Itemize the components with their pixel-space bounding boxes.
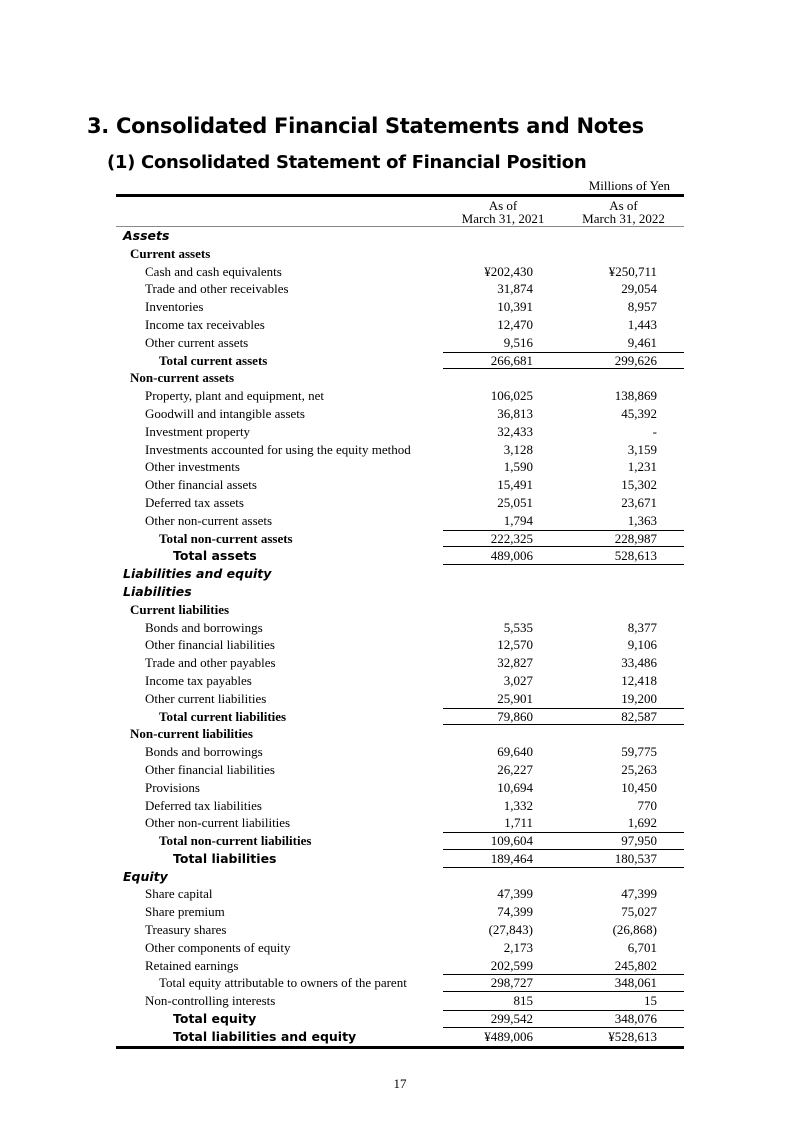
table-row: [116, 601, 684, 619]
value-2022: 348,076: [614, 1011, 657, 1027]
value-2021: 3,027: [503, 672, 533, 688]
table-row: [116, 761, 684, 779]
row-label: Bonds and borrowings: [145, 619, 263, 635]
value-2021: 299,542: [490, 1011, 533, 1027]
table-row: [116, 387, 684, 405]
value-2022: 29,054: [621, 281, 657, 297]
value-2022: 47,399: [621, 886, 657, 902]
row-label: Income tax payables: [145, 672, 252, 688]
row-label: Other current assets: [145, 334, 249, 350]
row-label: Liabilities and equity: [123, 566, 272, 582]
table-row: [116, 263, 684, 281]
value-2022: 1,443: [627, 316, 657, 332]
table-row: [116, 743, 684, 761]
value-2022: 23,671: [621, 494, 657, 510]
row-label: Non-controlling interests: [145, 993, 276, 1009]
table-row: [116, 1010, 684, 1028]
value-2022: 25,263: [621, 761, 657, 777]
column-header-line: March 31, 2021: [461, 211, 545, 226]
table-row: [116, 530, 684, 548]
table-row: [116, 957, 684, 975]
value-2022: 3,159: [627, 441, 657, 457]
value-2021: 106,025: [490, 388, 533, 404]
value-2021: 202,599: [490, 957, 533, 973]
table-row: [116, 654, 684, 672]
row-label: Other non-current assets: [145, 512, 273, 528]
table-row: [116, 352, 684, 370]
value-2022: 33,486: [621, 655, 657, 671]
value-2021: 25,901: [497, 690, 533, 706]
column-header-line: March 31, 2022: [582, 211, 665, 226]
row-label: Bonds and borrowings: [145, 744, 263, 760]
value-2021: 3,128: [503, 441, 533, 457]
value-2022: ¥528,613: [608, 1028, 657, 1044]
value-2022: 1,231: [627, 459, 657, 475]
row-label: Non-current assets: [130, 370, 235, 386]
table-row: [116, 494, 684, 512]
value-2022: 9,461: [627, 334, 657, 350]
row-label: Total non-current liabilities: [159, 833, 312, 849]
value-2022: 1,363: [627, 512, 657, 528]
table-row: [116, 832, 684, 850]
row-label: Other financial liabilities: [145, 761, 275, 777]
row-label: Total non-current assets: [159, 530, 293, 546]
table-row: [116, 779, 684, 797]
value-2021: 74,399: [497, 904, 533, 920]
table-row: [116, 245, 684, 263]
value-2021: 26,227: [497, 761, 533, 777]
value-2021: 12,470: [497, 316, 533, 332]
row-label: Deferred tax assets: [145, 494, 244, 510]
row-label: Property, plant and equipment, net: [145, 388, 324, 404]
value-2021: 815: [513, 993, 533, 1009]
value-2022: 348,061: [614, 975, 657, 991]
value-2021: 36,813: [497, 405, 533, 421]
table-row: [116, 939, 684, 957]
financial-position-table: [116, 177, 684, 1049]
row-label: Liabilities: [123, 583, 192, 599]
value-2022: 6,701: [627, 939, 657, 955]
table-row: [116, 619, 684, 637]
row-label: Goodwill and intangible assets: [145, 405, 305, 421]
value-2022: 15,302: [621, 477, 657, 493]
table-header: [116, 194, 684, 227]
row-label: Provisions: [145, 779, 200, 795]
value-2022: 528,613: [614, 548, 657, 564]
table-row: [116, 708, 684, 726]
value-2022: 19,200: [621, 690, 657, 706]
value-2022: 770: [637, 797, 657, 813]
row-label: Assets: [123, 228, 170, 243]
row-label: Inventories: [145, 299, 204, 315]
row-label: Total assets: [173, 548, 257, 564]
value-2021: (27,843): [488, 922, 533, 938]
row-label: Other components of equity: [145, 939, 291, 955]
value-2022: 1,692: [627, 815, 657, 831]
value-2022: 299,626: [614, 352, 657, 368]
table-row: [116, 814, 684, 832]
table-row: [116, 636, 684, 654]
row-label: Total current assets: [159, 352, 268, 368]
value-2022: 12,418: [621, 672, 657, 688]
value-2021: 12,570: [497, 637, 533, 653]
value-2021: 10,694: [497, 779, 533, 795]
value-2021: 1,332: [503, 797, 533, 813]
column-header-2022: [563, 199, 684, 225]
table-row: [116, 441, 684, 459]
column-header-2021: [443, 199, 563, 225]
row-label: Deferred tax liabilities: [145, 797, 262, 813]
table-row: [116, 316, 684, 334]
table-row: [116, 725, 684, 743]
table-row: [116, 334, 684, 352]
row-label: Total equity: [173, 1011, 257, 1027]
table-row: [116, 423, 684, 441]
row-label: Share capital: [145, 886, 213, 902]
value-2022: 97,950: [621, 833, 657, 849]
table-row: [116, 280, 684, 298]
row-label: Treasury shares: [145, 922, 227, 938]
row-label: Retained earnings: [145, 957, 239, 973]
row-label: Investments accounted for using the equity method: [145, 441, 411, 457]
value-2021: 31,874: [497, 281, 533, 297]
table-row: [116, 797, 684, 815]
table-row: [116, 565, 684, 583]
row-label: Other financial liabilities: [145, 637, 275, 653]
value-2022: 10,450: [621, 779, 657, 795]
value-2021: 79,860: [497, 708, 533, 724]
table-row: [116, 903, 684, 921]
value-2022: ¥250,711: [608, 263, 657, 279]
value-2022: (26,868): [612, 922, 657, 938]
value-2022: 228,987: [614, 530, 657, 546]
units-label: Millions of Yen: [588, 178, 670, 193]
table-row: [116, 921, 684, 939]
row-label: Other investments: [145, 459, 240, 475]
table-row: [116, 227, 684, 245]
value-2021: 5,535: [503, 619, 533, 635]
value-2022: 75,027: [621, 904, 657, 920]
row-label: Total equity attributable to owners of the parent: [159, 975, 407, 991]
table-row: [116, 974, 684, 992]
value-2022: 45,392: [621, 405, 657, 421]
value-2021: 109,604: [490, 833, 533, 849]
row-label: Other financial assets: [145, 477, 257, 493]
row-label: Current liabilities: [130, 601, 230, 617]
row-label: Trade and other payables: [145, 655, 276, 671]
table-row: [116, 547, 684, 565]
table-row: [116, 458, 684, 476]
page-number: 17: [393, 1076, 407, 1091]
value-2021: 1,794: [503, 512, 533, 528]
row-label: Income tax receivables: [145, 316, 265, 332]
row-label: Current assets: [130, 245, 211, 261]
row-label: Total current liabilities: [159, 708, 287, 724]
value-2022: 138,869: [614, 388, 657, 404]
value-2021: 47,399: [497, 886, 533, 902]
table-bottom-rule: [116, 1046, 684, 1049]
table-row: [116, 583, 684, 601]
row-label: Equity: [123, 868, 168, 884]
value-2021: 189,464: [490, 850, 533, 866]
row-label: Share premium: [145, 904, 225, 920]
value-2022: 8,377: [627, 619, 657, 635]
row-label: Other current liabilities: [145, 690, 267, 706]
value-2021: 15,491: [497, 477, 533, 493]
value-2021: 9,516: [503, 334, 533, 350]
column-header-line: As of: [609, 198, 638, 213]
table-row: [116, 1028, 684, 1046]
table-row: [116, 298, 684, 316]
row-label: Investment property: [145, 423, 251, 439]
table-row: [116, 512, 684, 530]
value-2022: -: [652, 423, 657, 439]
value-2021: 222,325: [490, 530, 533, 546]
value-2021: ¥489,006: [484, 1028, 533, 1044]
value-2022: 245,802: [614, 957, 657, 973]
value-2021: 32,433: [497, 423, 533, 439]
table-row: [116, 850, 684, 868]
value-2021: 32,827: [497, 655, 533, 671]
value-2021: 25,051: [497, 494, 533, 510]
row-label: Trade and other receivables: [145, 281, 289, 297]
value-2022: 59,775: [621, 744, 657, 760]
value-2021: 298,727: [490, 975, 533, 991]
value-2021: 1,590: [503, 459, 533, 475]
table-row: [116, 476, 684, 494]
value-2021: 10,391: [497, 299, 533, 315]
table-row: [116, 992, 684, 1010]
row-label: Non-current liabilities: [130, 726, 253, 742]
column-header-line: As of: [488, 198, 518, 213]
value-2021: 266,681: [490, 352, 533, 368]
table-row: [116, 690, 684, 708]
value-2021: 1,711: [504, 815, 533, 831]
table-row: [116, 369, 684, 387]
value-2022: 9,106: [627, 637, 657, 653]
section-heading: 3. Consolidated Financial Statements and Notes: [87, 114, 644, 138]
row-label: Other non-current liabilities: [145, 815, 291, 831]
table-row: [116, 405, 684, 423]
row-label: Cash and cash equivalents: [145, 263, 282, 279]
value-2022: 8,957: [627, 299, 657, 315]
value-2021: 69,640: [497, 744, 533, 760]
value-2022: 15: [644, 993, 657, 1009]
row-label: Total liabilities and equity: [173, 1028, 357, 1044]
table-row: [116, 672, 684, 690]
value-2022: 82,587: [621, 708, 657, 724]
value-2021: ¥202,430: [484, 263, 533, 279]
value-2021: 489,006: [490, 548, 533, 564]
value-2021: 2,173: [503, 939, 533, 955]
table-row: [116, 885, 684, 903]
table-row: [116, 868, 684, 886]
table-body: [116, 227, 684, 1046]
statement-title: (1) Consolidated Statement of Financial Position: [107, 152, 587, 173]
value-2022: 180,537: [614, 850, 657, 866]
row-label: Total liabilities: [173, 850, 277, 866]
